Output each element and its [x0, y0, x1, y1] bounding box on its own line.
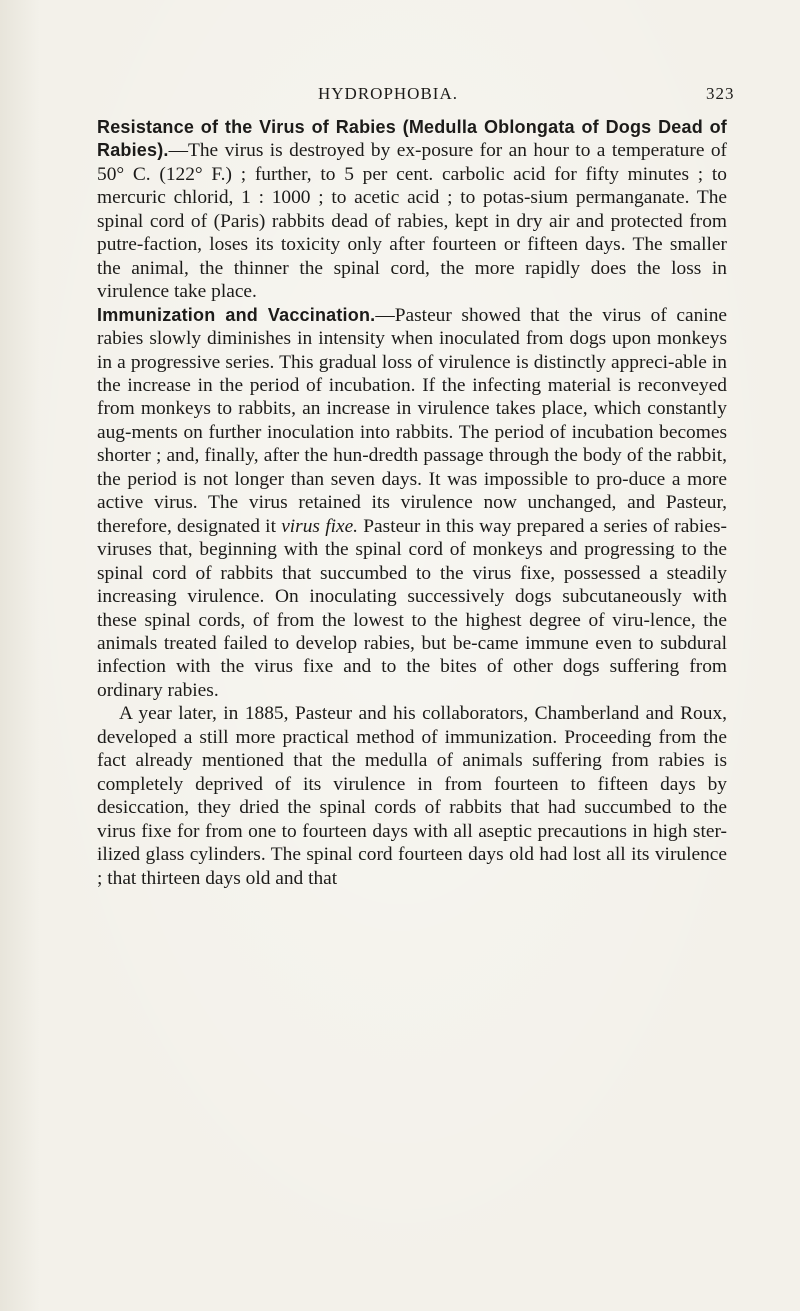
italic-term: virus fixe. [281, 515, 359, 537]
paragraph-resistance [97, 116, 727, 304]
running-head [0, 84, 800, 108]
section-heading-resistance: Resistance of the Virus of Rabies (Medulla Oblongata of Dogs Dead of Rabies). [97, 117, 727, 161]
section-heading-immunization: Immunization and Vaccination. [97, 304, 376, 325]
paragraph-immunization [97, 304, 727, 703]
running-title: HYDROPHOBIA. [318, 84, 458, 103]
paragraph-text: Pasteur in this way prepared a series of rabies-viruses that, beginning with the spinal cord of monkeys and progressing to the spinal cord of rabbits that succumbed to the virus fixe, possessed a steadily increasing virulence. On inoculating successively dogs subcutaneously with these spinal cords, of from the lowest to the highest degree of viru-lence, the animals treated failed to develop rabies, but be-came immune even to subdural infection with the virus fixe and to the bites of other dogs suffering from ordinary rabies. [97, 515, 727, 701]
paragraph-1885 [97, 702, 727, 890]
page-number: 323 [706, 84, 735, 103]
paragraph-text: —The virus is destroyed by ex-posure for an hour to a temperature of 50° C. (122° F.) ; further, to 5 per cent. carbolic acid for fifty minutes ; to mercuric chlorid, 1 : 1000 ; to acetic acid ; to potas-sium permanganate. The spinal cord of (Paris) rabbits dead of rabies, kept in dry air and protected from putre-faction, loses its toxicity only after fourteen or fifteen days. The smaller the animal, the thinner the spinal cord, the more rapidly does the loss in virulence take place. [97, 140, 727, 303]
paragraph-text: —Pasteur showed that the virus of canine rabies slowly diminishes in intensity when inoculated from dogs upon monkeys in a progressive series. This gradual loss of virulence is distinctly appreci-able in the increase in the period of incubation. If the infecting material is reconveyed from monkeys to rabbits, an increase in virulence takes place, which constantly aug-ments on further inoculation into rabbits. The period of incubation becomes shorter ; and, finally, after the hun-dredth passage through the body of the rabbit, the period is not longer than seven days. It was impossible to pro-duce a more active virus. The virus retained its virulence now unchanged, and Pasteur, therefore, designated it [97, 304, 727, 537]
body-text [97, 116, 727, 890]
paragraph-text: A year later, in 1885, Pasteur and his collaborators, Chamberland and Roux, developed a still more practical method of immunization. Proceeding from the fact already mentioned that the medulla of animals suffering from rabies is completely deprived of its virulence in from fourteen to fifteen days by desiccation, they dried the spinal cords of rabbits that had succumbed to the virus fixe for from one to fourteen days with all aseptic precautions in high ster-ilized glass cylinders. The spinal cord fourteen days old had lost all its virulence ; that thirteen days old and that [97, 703, 727, 889]
